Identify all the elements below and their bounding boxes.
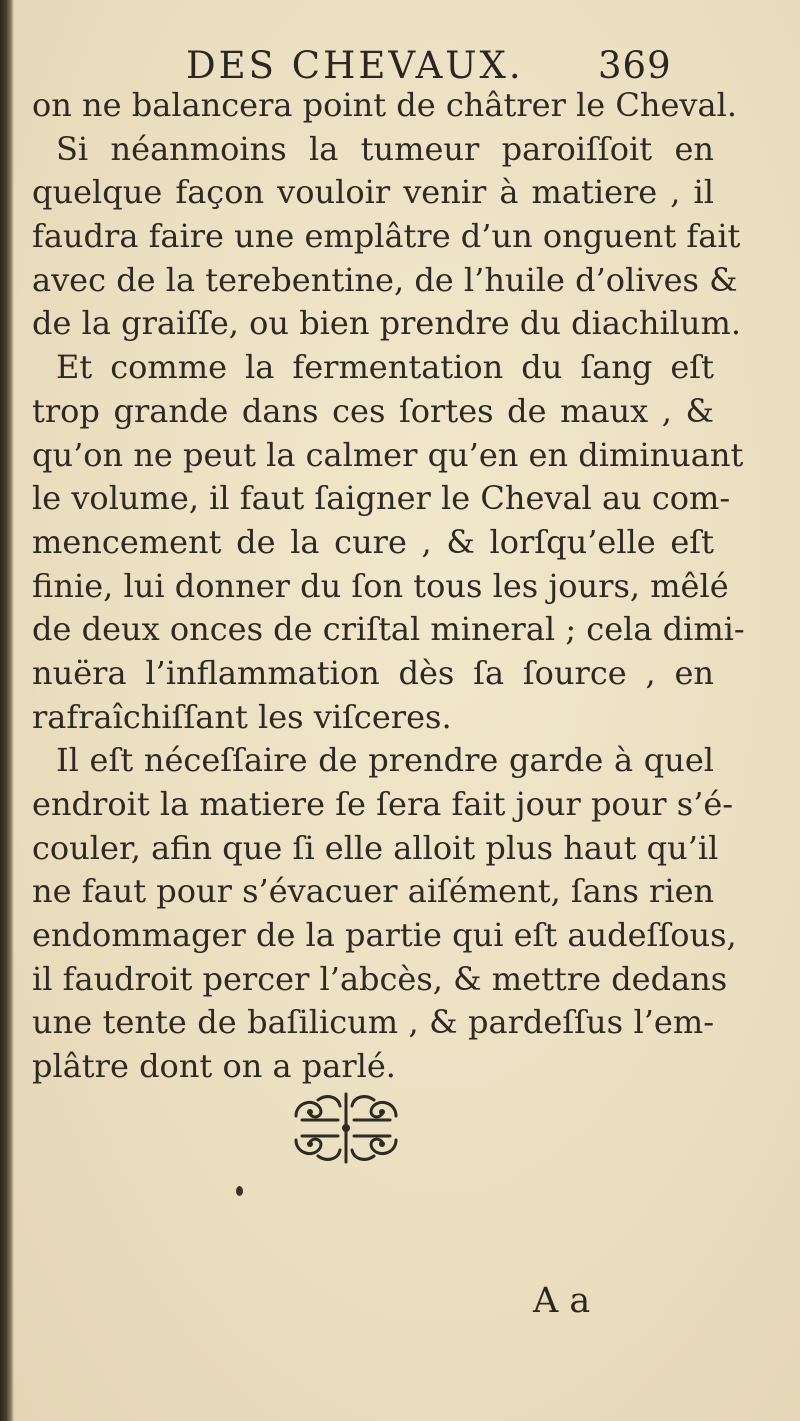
text-line-13: de deux onces de criſtal mineral ; cela dimi- [32, 610, 745, 649]
text-line-1: on ne balancera point de châtrer le Cheval. [32, 86, 737, 124]
page-binding-shadow [0, 0, 14, 1421]
ink-speck [236, 1186, 243, 1196]
running-title: DES CHEVAUX. [186, 44, 524, 87]
text-line-11: mencement de la cure , & lorſqu’elle eſt [32, 522, 714, 561]
body-text [32, 84, 745, 1089]
text-line-22: une tente de baſilicum , & pardeſſus l’em- [32, 1003, 714, 1042]
text-line-2: Si néanmoins la tumeur paroiſſoit en [56, 129, 714, 168]
text-line-5: avec de la terebentine, de l’huile d’olives & [32, 260, 738, 299]
text-line-18: couler, afin que ſi elle alloit plus haut qu’il [32, 828, 719, 867]
text-line-3: quelque façon vouloir venir à matiere , il [32, 173, 714, 212]
text-line-21: il faudroit percer l’abcès, & mettre dedans [32, 959, 728, 998]
text-line-14: nuëra l’inflammation dès ſa ſource , en [32, 653, 714, 692]
printers-flower-ornament-icon [288, 1088, 404, 1168]
text-line-19: ne faut pour s’évacuer aiſément, ſans rien [32, 872, 715, 911]
text-line-23: plâtre dont on a parlé. [32, 1047, 396, 1086]
text-line-9: qu’on ne peut la calmer qu’en en diminuant [32, 435, 744, 474]
text-line-10: le volume, il faut ſaigner le Cheval au com- [32, 479, 731, 518]
text-line-4: faudra faire une emplâtre d’un onguent fait [32, 217, 741, 256]
text-line-16: Il eſt néceſſaire de prendre garde à quel [56, 741, 714, 780]
text-line-12: finie, lui donner du ſon tous les jours, mêlé [32, 566, 729, 605]
page-number: 369 [598, 44, 672, 87]
text-line-7: Et comme la fermentation du ſang eſt [56, 348, 714, 387]
text-line-17: endroit la matiere ſe ſera fait jour pour s’é- [32, 785, 734, 823]
text-line-6: de la graiſſe, ou bien prendre du diachilum. [32, 304, 742, 343]
signature-mark: A a [533, 1281, 591, 1321]
text-line-20: endommager de la partie qui eſt audeſſous, [32, 916, 737, 955]
text-line-8: trop grande dans ces ſortes de maux , & [32, 391, 714, 430]
text-line-15: rafraîchiſſant les viſceres. [32, 697, 452, 736]
